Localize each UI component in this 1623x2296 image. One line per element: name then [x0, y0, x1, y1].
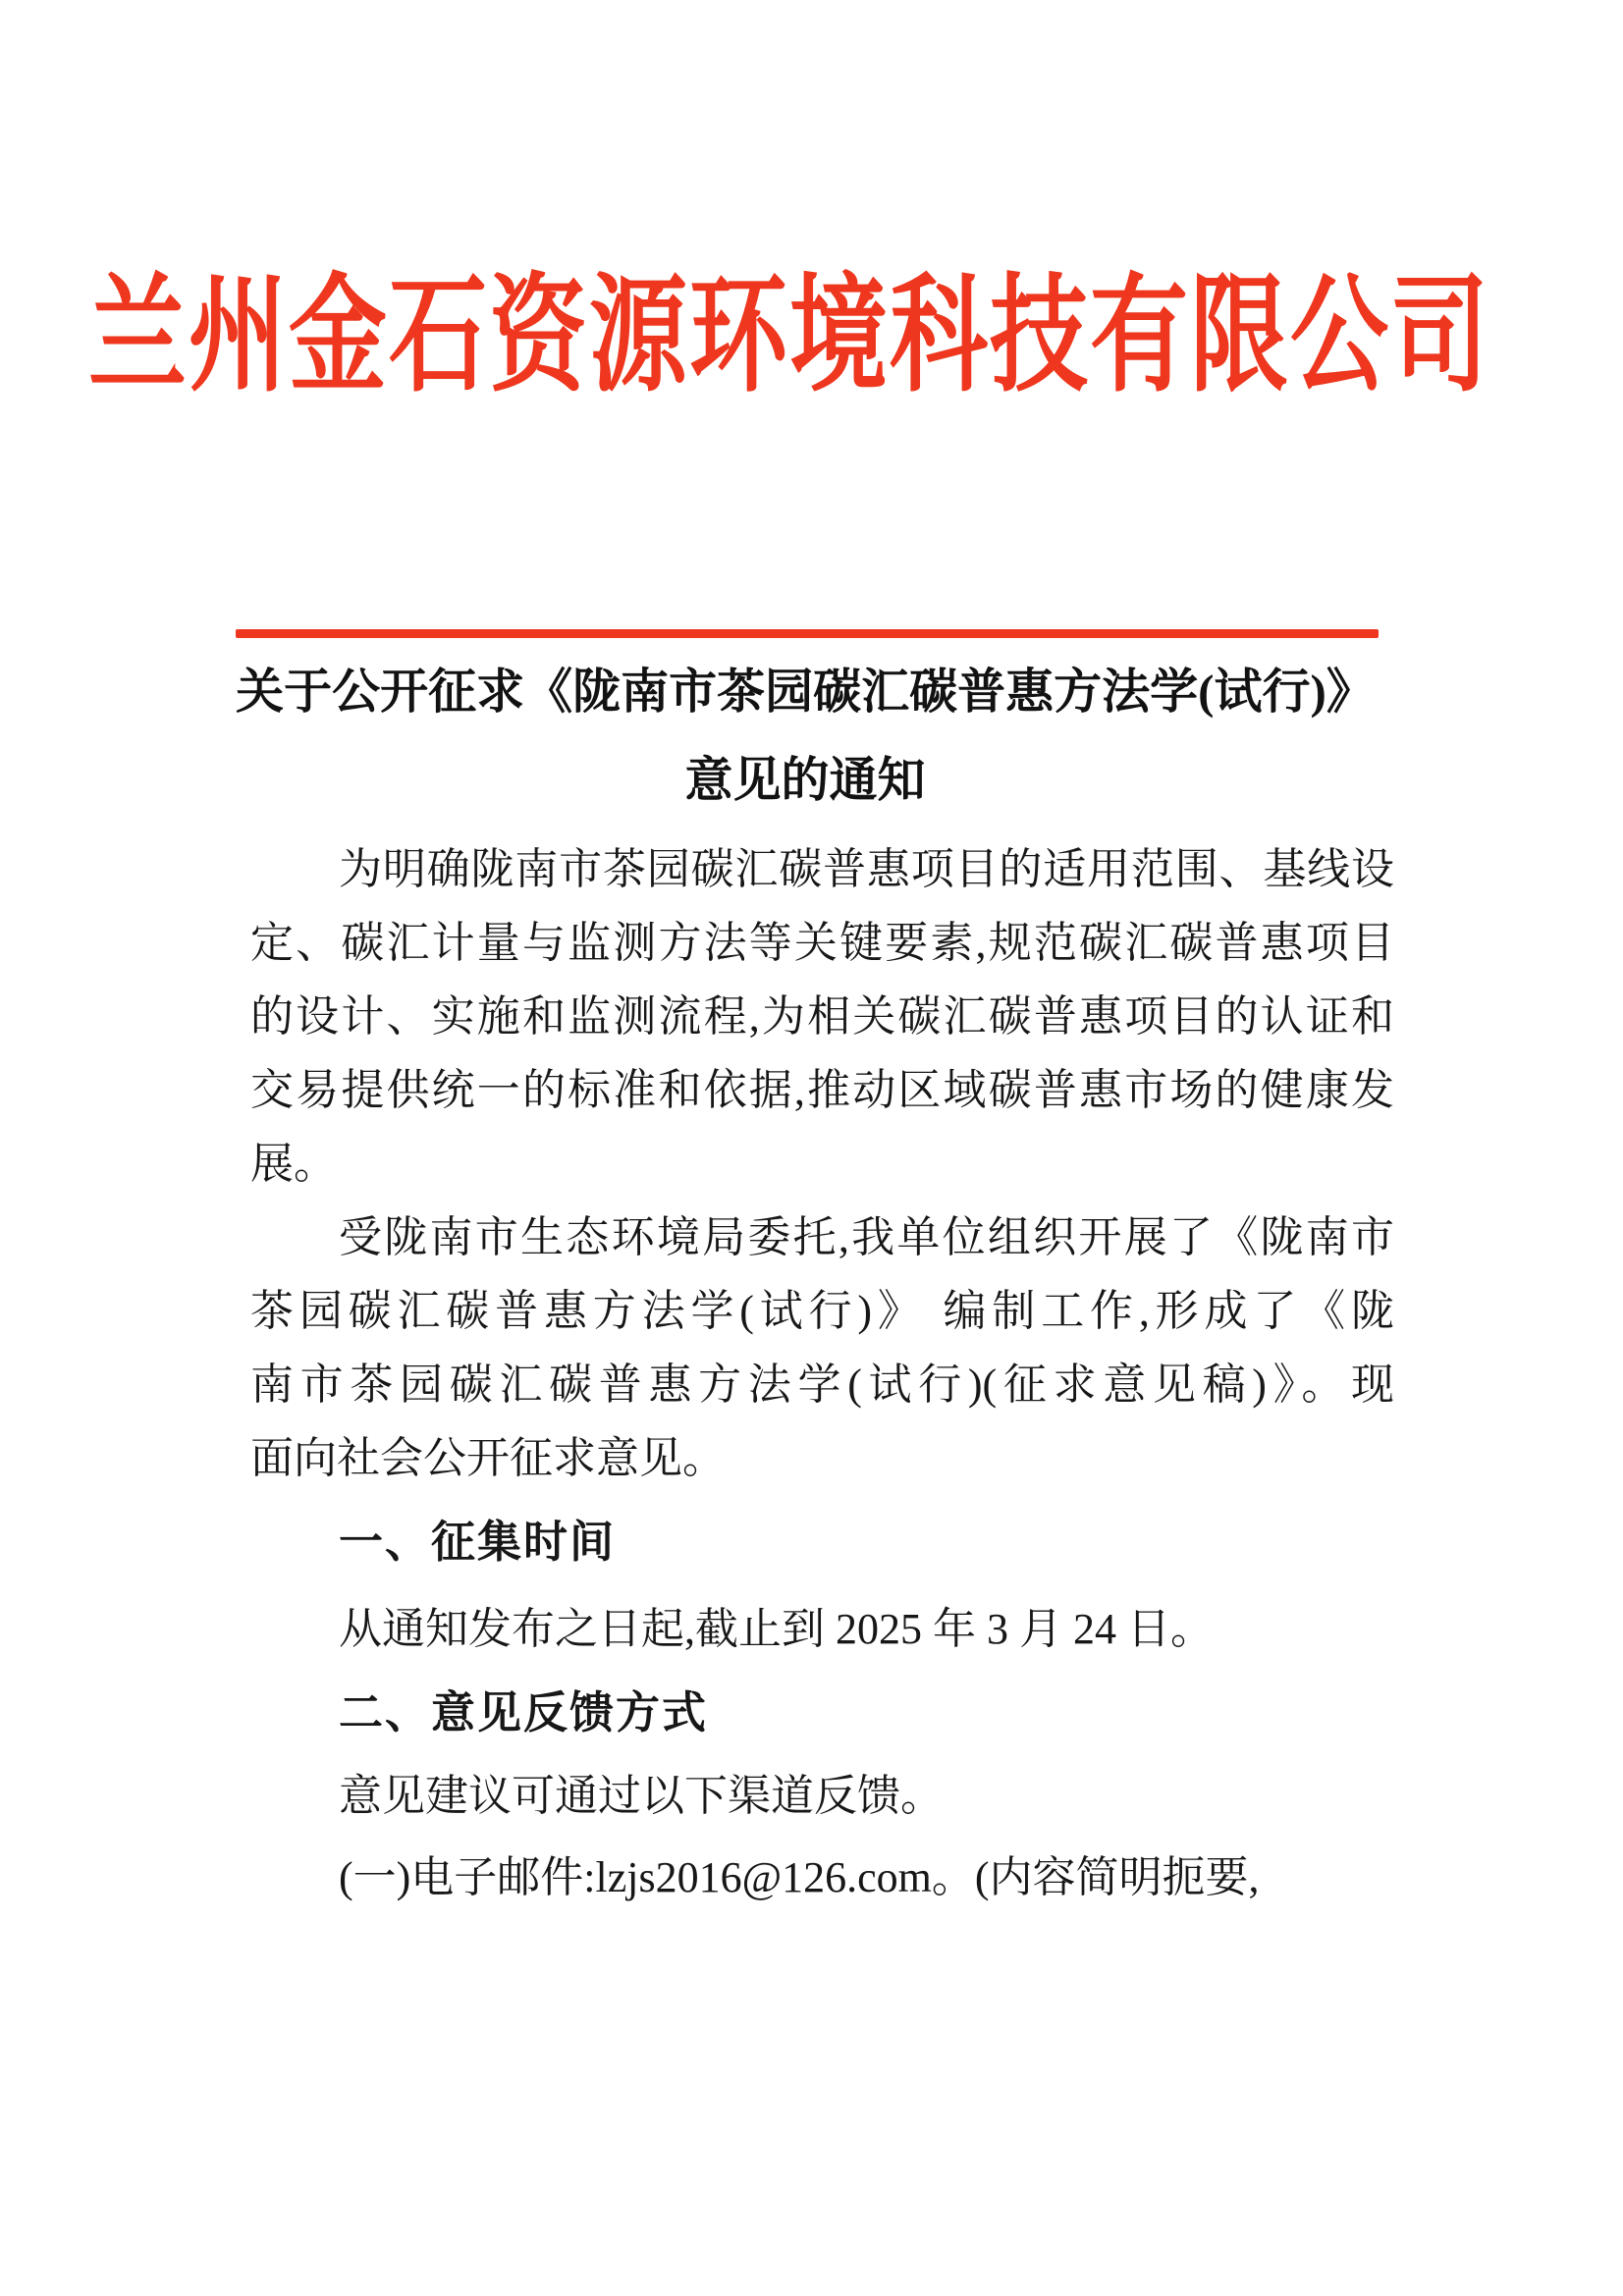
paragraph-line: 交易提供统一的标准和依据,推动区域碳普惠市场的健康发 [250, 1066, 1394, 1114]
paragraph-line: 南市茶园碳汇碳普惠方法学(试行)(征求意见稿)》。现 [250, 1361, 1394, 1409]
paragraph-line: 的设计、实施和监测流程,为相关碳汇碳普惠项目的认证和 [250, 992, 1394, 1041]
paragraph-line: 定、碳汇计量与监测方法等关键要素,规范碳汇碳普惠项目 [250, 919, 1394, 967]
document-body [250, 832, 1394, 1914]
paragraph-line: 茶园碳汇碳普惠方法学(试行)》 编制工作,形成了《陇 [250, 1287, 1394, 1335]
paragraph-line: 受陇南市生态环境局委托,我单位组织开展了《陇南市 [339, 1213, 1394, 1261]
document-title-line-2: 意见的通知 [684, 753, 926, 807]
company-letterhead [88, 263, 1490, 407]
paragraph-line-email: (一)电子邮件:lzjs2016@126.com。(内容简明扼要, [339, 1853, 1260, 1901]
section-heading-feedback-method: 二、意见反馈方式 [339, 1687, 709, 1737]
document-title [137, 660, 1473, 813]
document-title-line-1: 关于公开征求《陇南市茶园碳汇碳普惠方法学(试行)》 [236, 665, 1375, 719]
letterhead-divider-line [236, 629, 1379, 638]
paragraph-line: 面向社会公开征求意见。 [250, 1434, 726, 1482]
paragraph-line: 从通知发布之日起,截止到 2025 年 3 月 24 日。 [339, 1605, 1214, 1653]
company-name: 兰州金石资源环境科技有限公司 [88, 265, 1490, 407]
paragraph-line: 展。 [250, 1140, 337, 1188]
section-heading-collection-time: 一、征集时间 [339, 1517, 617, 1567]
paragraph-line: 为明确陇南市茶园碳汇碳普惠项目的适用范围、基线设 [339, 845, 1394, 893]
paragraph-line: 意见建议可通过以下渠道反馈。 [339, 1772, 944, 1820]
